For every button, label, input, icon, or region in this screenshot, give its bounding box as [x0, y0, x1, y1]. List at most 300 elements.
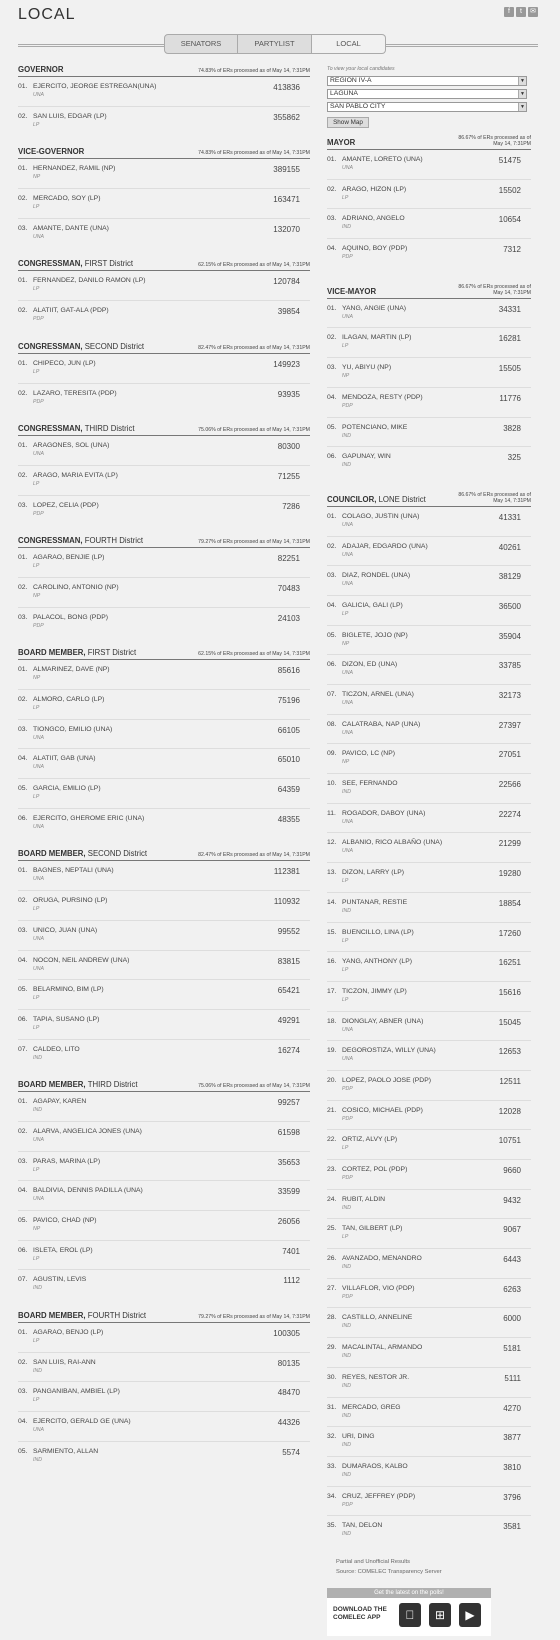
candidate-row	[18, 1010, 310, 1040]
candidate-rank: 20.	[327, 1076, 337, 1084]
candidate-votes: 7312	[503, 245, 521, 255]
candidate-votes: 6263	[503, 1284, 521, 1294]
candidate-name: YANG, ANTHONY (LP)	[342, 958, 412, 966]
candidate-row	[327, 596, 531, 626]
section-header	[18, 144, 310, 159]
candidate-name: GAPUNAY, WIN	[342, 453, 391, 461]
section-title	[18, 1080, 138, 1089]
candidate-row	[327, 299, 531, 329]
candidate-row	[327, 1427, 531, 1457]
candidate-party: IND	[342, 224, 351, 231]
position-name: CONGRESSMAN,	[18, 259, 83, 269]
candidate-rank: 26.	[327, 1255, 337, 1263]
candidate-rank: 01.	[18, 1098, 28, 1106]
section-header	[18, 256, 310, 271]
section-title	[18, 1311, 146, 1320]
candidate-rank: 06.	[327, 661, 337, 669]
candidate-votes: 3877	[503, 1433, 521, 1443]
candidate-votes: 93935	[277, 389, 300, 399]
candidate-party: IND	[342, 1412, 351, 1419]
candidate-name: CAROLINO, ANTONIO (NP)	[33, 583, 119, 591]
candidate-row	[327, 1012, 531, 1042]
section-title	[18, 147, 84, 156]
section-header	[18, 645, 310, 660]
candidate-party: IND	[33, 1285, 42, 1292]
candidate-votes: 21299	[498, 839, 521, 849]
district-name: SECOND District	[84, 341, 145, 351]
candidate-name: ALBANIO, RICO ALBAÑO (UNA)	[342, 839, 443, 847]
candidate-name: BELARMINO, BIM (LP)	[33, 986, 104, 994]
section-title	[18, 259, 133, 268]
candidate-party: UNA	[342, 1026, 353, 1033]
candidate-row	[18, 921, 310, 951]
candidate-rank: 03.	[327, 364, 337, 372]
candidate-votes: 66105	[277, 725, 300, 735]
candidate-votes: 22274	[498, 809, 521, 819]
candidate-name: ADRIANO, ANGELO	[342, 215, 405, 223]
candidate-party: PDP	[342, 1293, 353, 1300]
candidate-votes: 85616	[277, 666, 300, 676]
candidate-rank: 06.	[18, 1015, 28, 1023]
candidate-row	[18, 578, 310, 608]
candidate-party: IND	[33, 1107, 42, 1114]
candidate-party: IND	[342, 1442, 351, 1449]
processing-status: 75.06% of ERs processed as of May 14, 7:31PM	[198, 1083, 310, 1090]
candidate-party: UNA	[342, 313, 353, 320]
candidate-votes: 389155	[273, 165, 300, 175]
candidate-name: ALATIIT, GAB (UNA)	[33, 755, 96, 763]
tab-local[interactable]: LOCAL	[312, 34, 386, 54]
candidate-name: ALMORO, CARLO (LP)	[33, 696, 105, 703]
candidate-rank: 01.	[327, 512, 337, 520]
candidate-rank: 07.	[327, 691, 337, 698]
candidate-row	[327, 626, 531, 656]
candidate-votes: 75196	[277, 696, 300, 705]
candidate-rank: 13.	[327, 869, 337, 877]
candidate-party: UNA	[33, 876, 44, 883]
candidate-votes: 355862	[273, 112, 300, 122]
candidate-row	[18, 159, 310, 189]
chevron-down-icon: ▼	[518, 77, 526, 85]
candidate-rank: 23.	[327, 1166, 337, 1173]
candidate-name: AMANTE, LORETO (UNA)	[342, 156, 423, 163]
results-section	[18, 1308, 310, 1471]
candidate-row	[327, 923, 531, 953]
candidate-name: ISLETA, EROL (LP)	[33, 1246, 93, 1254]
candidate-party: LP	[33, 368, 40, 375]
top-bar	[18, 6, 538, 26]
candidate-votes: 36500	[498, 601, 521, 611]
candidate-party: UNA	[342, 551, 353, 558]
candidate-name: PARAS, MARINA (LP)	[33, 1157, 101, 1165]
candidate-party: IND	[342, 907, 351, 914]
candidate-votes: 413836	[273, 83, 300, 92]
candidate-votes: 71255	[277, 471, 300, 481]
candidate-votes: 5574	[282, 1447, 300, 1457]
candidate-votes: 83815	[277, 956, 300, 966]
section-header	[327, 128, 531, 150]
candidate-party: LP	[33, 1255, 40, 1262]
candidate-votes: 163471	[273, 195, 300, 205]
candidate-row	[327, 358, 531, 388]
candidate-votes: 132070	[273, 224, 300, 234]
candidate-rank: 02.	[18, 583, 28, 591]
candidate-votes: 16274	[277, 1045, 300, 1055]
candidate-name: MERCADO, SOY (LP)	[33, 195, 101, 203]
candidate-rank: 05.	[18, 785, 28, 793]
tab-senators[interactable]: SENATORS	[164, 34, 238, 54]
processing-status: 74.83% of ERs processed as of May 14, 7:31PM	[198, 68, 310, 74]
candidate-party: LP	[33, 480, 40, 487]
candidate-rank: 22.	[327, 1136, 337, 1144]
candidate-rank: 30.	[327, 1373, 337, 1381]
candidate-party: LP	[342, 878, 349, 885]
show-map-button[interactable]: Show Map	[327, 117, 369, 128]
candidate-party: LP	[33, 1024, 40, 1031]
candidate-votes: 18854	[498, 898, 521, 908]
candidate-party: PDP	[342, 1085, 353, 1092]
candidate-votes: 65010	[277, 755, 300, 765]
candidate-party: LP	[342, 343, 349, 350]
region-select[interactable]	[327, 76, 527, 86]
candidate-party: NP	[33, 592, 41, 599]
candidate-name: GARCIA, EMILIO (LP)	[33, 785, 101, 793]
candidate-name: HERNANDEZ, RAMIL (NP)	[33, 165, 116, 173]
candidate-name: BAGNES, NEPTALI (UNA)	[33, 867, 114, 875]
candidate-row	[327, 744, 531, 774]
candidate-name: PALACOL, BONG (PDP)	[33, 613, 109, 621]
candidate-party: PDP	[342, 1501, 353, 1508]
candidate-name: AMANTE, DANTE (UNA)	[33, 224, 109, 232]
candidate-row	[327, 239, 531, 269]
candidate-row	[18, 1353, 310, 1383]
candidate-rank: 05.	[327, 423, 337, 431]
tab-partylist[interactable]: PARTYLIST	[238, 34, 312, 54]
chevron-down-icon: ▼	[518, 103, 526, 111]
candidate-name: SAN LUIS, EDGAR (LP)	[33, 112, 107, 120]
section-gap	[18, 838, 310, 846]
results-section	[18, 1077, 310, 1300]
candidate-name: ORTIZ, ALVY (LP)	[342, 1136, 398, 1144]
candidate-name: YANG, ANGIE (UNA)	[342, 304, 407, 312]
candidate-row	[327, 1101, 531, 1131]
province-select[interactable]	[327, 89, 527, 99]
candidate-votes: 35653	[277, 1157, 300, 1167]
candidate-party: IND	[342, 462, 351, 469]
candidate-party: UNA	[33, 451, 44, 458]
candidate-row	[18, 749, 310, 779]
candidate-votes: 19280	[498, 869, 521, 879]
processing-status: 62.15% of ERs processed as of May 14, 7:31PM	[198, 651, 310, 658]
candidate-rank: 02.	[18, 696, 28, 703]
candidate-name: MERCADO, GREG	[342, 1403, 401, 1411]
email-icon[interactable]: ✉	[528, 7, 538, 17]
candidate-party: UNA	[33, 233, 44, 240]
google-play-icon[interactable]: ▶	[459, 1603, 481, 1627]
candidate-name: TAN, GILBERT (LP)	[342, 1225, 403, 1233]
section-header	[18, 1308, 310, 1323]
candidate-row	[327, 507, 531, 537]
candidate-party: IND	[342, 1264, 351, 1271]
candidate-rank: 06.	[327, 453, 337, 461]
candidate-party: IND	[33, 1054, 42, 1061]
candidate-rank: 01.	[18, 359, 28, 367]
candidate-name: ALATIIT, GAT-ALA (PDP)	[33, 307, 109, 315]
candidate-votes: 15616	[498, 987, 521, 997]
candidate-row	[18, 77, 310, 107]
candidate-row	[327, 982, 531, 1012]
candidate-rank: 04.	[327, 393, 337, 401]
candidate-rank: 02.	[18, 112, 28, 120]
candidate-name: REYES, NESTOR JR.	[342, 1373, 410, 1381]
candidate-rank: 03.	[18, 501, 28, 509]
candidate-votes: 6000	[503, 1314, 521, 1324]
candidate-row	[18, 1241, 310, 1271]
candidate-party: LP	[342, 1145, 349, 1152]
candidate-party: LP	[33, 121, 40, 128]
processing-status: 79.27% of ERs processed as of May 14, 7:31PM	[198, 1314, 310, 1321]
candidate-party: NP	[342, 759, 350, 766]
candidate-votes: 80135	[277, 1358, 300, 1368]
candidate-row	[327, 566, 531, 596]
candidate-row	[18, 1442, 310, 1472]
candidate-row	[18, 1040, 310, 1070]
candidate-rank: 01.	[18, 867, 28, 875]
candidate-name: TICZON, JIMMY (LP)	[342, 987, 407, 995]
candidate-name: PANGANIBAN, AMBIEL (LP)	[33, 1388, 120, 1396]
candidate-party: UNA	[342, 818, 353, 825]
district-name: LONE District	[378, 494, 426, 504]
candidate-name: ILAGAN, MARTIN (LP)	[342, 334, 412, 342]
section-gap	[18, 331, 310, 339]
candidate-votes: 38129	[498, 572, 521, 582]
results-section	[18, 533, 310, 637]
candidate-rank: 01.	[327, 304, 337, 312]
candidate-rank: 02.	[18, 1127, 28, 1135]
candidate-name: ROGADOR, DABOY (UNA)	[342, 809, 426, 817]
twitter-icon[interactable]: t	[516, 7, 526, 17]
candidate-rank: 02.	[18, 471, 28, 479]
candidate-rank: 01.	[18, 83, 28, 90]
candidate-name: NOCON, NEIL ANDREW (UNA)	[33, 956, 130, 964]
candidate-party: LP	[33, 1338, 40, 1345]
section-header	[18, 421, 310, 436]
candidate-name: PAVICO, CHAD (NP)	[33, 1217, 97, 1224]
candidate-rank: 01.	[18, 442, 28, 450]
candidate-rank: 25.	[327, 1225, 337, 1233]
candidate-party: UNA	[342, 581, 353, 588]
candidate-rank: 02.	[18, 307, 28, 315]
candidate-name: BALDIVIA, DENNIS PADILLA (UNA)	[33, 1187, 143, 1195]
section-title	[18, 424, 135, 433]
position-name: BOARD MEMBER,	[18, 648, 86, 658]
candidate-row	[327, 1071, 531, 1101]
candidate-rank: 02.	[18, 1358, 28, 1366]
section-title	[18, 849, 147, 858]
social-share-links	[504, 7, 538, 17]
candidate-votes: 70483	[277, 583, 300, 593]
apple-store-icon[interactable]	[399, 1603, 421, 1627]
position-name: CONGRESSMAN,	[18, 424, 83, 434]
section-gap	[18, 637, 310, 645]
processing-status: 86.67% of ERs processed as of May 14, 7:31PM	[458, 283, 531, 296]
candidate-name: AVANZADO, MENANDRO	[342, 1255, 422, 1263]
facebook-icon[interactable]: f	[504, 7, 514, 17]
candidate-name: ORUGA, PURSINO (LP)	[33, 897, 108, 905]
candidate-name: DIONGLAY, ABNER (UNA)	[342, 1017, 424, 1025]
candidate-name: SEE, FERNANDO	[342, 780, 398, 788]
candidate-votes: 5181	[503, 1344, 521, 1354]
candidate-party: PDP	[33, 622, 44, 629]
candidate-party: LP	[33, 286, 40, 293]
candidate-name: PUNTANAR, RESTIE	[342, 898, 408, 906]
candidate-rank: 08.	[327, 720, 337, 728]
candidate-row	[18, 1181, 310, 1211]
candidate-party: UNA	[33, 764, 44, 771]
candidate-votes: 80300	[277, 442, 300, 452]
candidate-row	[327, 180, 531, 210]
candidate-party: LP	[342, 967, 349, 974]
district-name: THIRD District	[84, 424, 135, 434]
candidate-rank: 01.	[18, 554, 28, 562]
candidate-party: UNA	[342, 521, 353, 528]
footer-notes	[336, 1557, 442, 1577]
results-section	[18, 421, 310, 525]
candidate-row	[18, 271, 310, 301]
candidate-row	[327, 447, 531, 477]
candidate-votes: 4270	[503, 1403, 521, 1413]
candidate-votes: 100305	[273, 1329, 300, 1339]
candidate-rank: 06.	[18, 814, 28, 822]
candidate-row	[18, 436, 310, 466]
candidate-party: LP	[342, 996, 349, 1003]
processing-status: 62.15% of ERs processed as of May 14, 7:31PM	[198, 262, 310, 269]
city-select[interactable]	[327, 102, 527, 112]
candidate-party: UNA	[33, 823, 44, 830]
candidate-rank: 11.	[327, 809, 336, 817]
candidate-votes: 15505	[498, 364, 521, 374]
candidate-party: IND	[342, 1204, 351, 1211]
candidate-party: IND	[342, 1471, 351, 1478]
candidate-rank: 05.	[18, 1447, 28, 1455]
candidate-party: UNA	[33, 92, 44, 98]
candidate-row	[18, 660, 310, 690]
candidate-row	[18, 354, 310, 384]
app-banner: Get the latest on the polls!	[327, 1588, 491, 1598]
candidate-party: UNA	[342, 165, 353, 171]
processing-status: 74.83% of ERs processed as of May 14, 7:31PM	[198, 150, 310, 157]
candidate-name: MACALINTAL, ARMANDO	[342, 1344, 423, 1352]
candidate-row	[327, 1398, 531, 1428]
candidate-row	[327, 150, 531, 180]
candidate-votes: 12028	[498, 1106, 521, 1116]
candidate-rank: 02.	[327, 334, 337, 342]
candidate-name: DIZON, LARRY (LP)	[342, 869, 405, 877]
candidate-votes: 48470	[277, 1388, 300, 1398]
candidate-row	[18, 1092, 310, 1122]
result-tabs	[164, 34, 386, 54]
candidate-party: UNA	[33, 1196, 44, 1203]
city-value: SAN PABLO CITY	[330, 103, 386, 110]
candidate-party: LP	[342, 610, 349, 617]
section-title	[327, 138, 355, 147]
candidate-rank: 03.	[18, 613, 28, 621]
candidate-rank: 01.	[327, 156, 337, 163]
candidate-rank: 27.	[327, 1284, 337, 1292]
candidate-row	[18, 720, 310, 750]
candidate-votes: 3796	[503, 1492, 521, 1502]
candidate-rank: 05.	[18, 1217, 28, 1224]
candidate-row	[327, 1368, 531, 1398]
candidate-row	[327, 1487, 531, 1517]
candidate-name: AQUINO, BOY (PDP)	[342, 245, 408, 253]
candidate-name: COLAGO, JUSTIN (UNA)	[342, 512, 420, 520]
candidate-rank: 21.	[327, 1106, 337, 1114]
candidate-row	[327, 1279, 531, 1309]
results-section	[18, 645, 310, 838]
section-gap	[327, 477, 531, 485]
candidate-row	[327, 209, 531, 239]
processing-status: 82.47% of ERs processed as of May 14, 7:31PM	[198, 344, 310, 351]
candidate-name: CALATRABA, NAP (UNA)	[342, 720, 421, 728]
windows-store-icon[interactable]: ⊞	[429, 1603, 451, 1627]
candidate-rank: 01.	[18, 1329, 28, 1337]
results-section	[18, 339, 310, 413]
candidate-row	[327, 952, 531, 982]
candidate-votes: 64359	[277, 785, 300, 795]
candidate-name: DIZON, ED (UNA)	[342, 661, 398, 669]
province-value: LAGUNA	[330, 90, 358, 97]
candidate-rank: 19.	[327, 1047, 337, 1055]
candidate-row	[327, 1516, 531, 1546]
candidate-name: LOPEZ, CELIA (PDP)	[33, 501, 99, 509]
candidate-party: IND	[33, 1367, 42, 1374]
candidate-name: URI, DING	[342, 1433, 375, 1441]
district-name: FOURTH District	[87, 1311, 147, 1321]
candidate-rank: 03.	[18, 725, 28, 733]
candidate-name: UNICO, JUAN (UNA)	[33, 926, 98, 934]
candidate-votes: 12653	[498, 1047, 521, 1057]
candidate-name: AGUSTIN, LEVIS	[33, 1276, 87, 1284]
candidate-name: SARMIENTO, ALLAN	[33, 1447, 99, 1455]
candidate-votes: 99552	[277, 926, 300, 936]
candidate-party: PDP	[342, 254, 353, 261]
app-download-inner	[327, 1598, 491, 1636]
candidate-row	[327, 1160, 531, 1190]
section-header	[18, 1077, 310, 1092]
candidate-party: NP	[342, 640, 350, 647]
candidate-votes: 10751	[498, 1136, 521, 1146]
candidate-row	[327, 1219, 531, 1249]
candidate-rank: 04.	[327, 245, 337, 253]
candidate-row	[327, 418, 531, 448]
candidate-row	[18, 301, 310, 331]
selector-hint: To view your local candidates	[327, 66, 395, 72]
candidate-party: PDP	[33, 398, 44, 405]
candidate-rank: 15.	[327, 928, 337, 936]
section-header	[18, 339, 310, 354]
candidate-row	[18, 1382, 310, 1412]
candidate-rank: 04.	[18, 956, 28, 964]
candidate-name: ARAGO, MARIA EVITA (LP)	[33, 471, 118, 479]
candidate-party: LP	[342, 194, 349, 201]
candidate-rank: 02.	[327, 185, 337, 193]
candidate-name: ADAJAR, EDGARDO (UNA)	[342, 542, 428, 550]
section-header	[18, 533, 310, 548]
candidate-name: PAVICO, LC (NP)	[342, 750, 395, 758]
processing-status: 75.06% of ERs processed as of May 14, 7:31PM	[198, 427, 310, 434]
candidate-party: IND	[342, 1323, 351, 1330]
